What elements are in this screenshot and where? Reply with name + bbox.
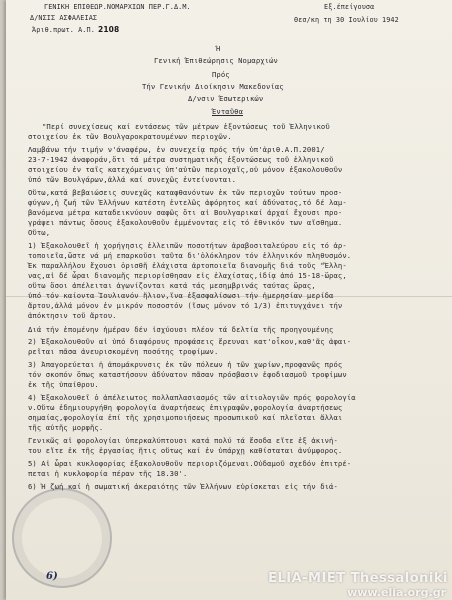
header-institution: ΓΕΝΙΚΗ ΕΠΙΘΕΩΡ.ΝΟΜΑΡΧΙΩΝ ΠΕΡ.Γ.Δ.Μ. [44,3,191,11]
body-line: νας,αἱ δέ ὧραι διανομῆς περιορίσθησαν εἰς ἐλαχίστας,ἰδίᾳ ἀπό 15-18-ὥρας, [28,271,347,280]
body-line: Ἐκ παραλλήλου ἔχουσι ὁρισθῆ ἐλάχιστα ἀρτοποιεῖα διανομῆς διά τοῦς "Ἕλλη- [28,261,347,270]
body-line: 23-7-1942 ἀναφοράν,ὅτι τά μέτρα συστηματικῆς ἐξοντώσεως τοῦ ἑλληνικοῦ [28,155,334,164]
addressing-location: Ένταῦθα [212,107,243,116]
body-line: του εἴτε ἐκ τῆς ἐργασίας ἥτις οὕτως καί ἐν ὑπάρχῃ καθίσταται ἀνύμφορος. [28,446,343,455]
body-line: οὕτω ὅσοι ἀπέλειται ἀγωνίζονται κατά τάς μεσημβρινάς ταύτας ὥρας, [28,281,316,290]
body-line: ἄρτου,ἀλλά μόνον ἐν μικρόν ποσοστόν (ἴσως μόνον τό 1/3) ἐπιτυγχάνει τήν [28,301,343,310]
body-line: Γενικῶς αἱ φορολογίαι ὑπερκαλύπτουσι κατά πολύ τά ἔσοδα εἴτε ἐξ ἀκινή- [28,436,338,445]
body-line: Λαμβάνω τήν τιμήν ν'άναφέρω, ἐν συνεχείᾳ πρός τήν ὑπ'ἀριθ.Α.Π.2001/ [28,145,325,154]
archive-watermark: ELIA-MIET Thessaloniki [268,571,448,586]
addressing-to-name: Τήν Γενικήν Διοίκησιν Μακεδονίας [142,82,284,91]
header-place-date: Θεσ/κη τη 30 Ιουλίου 1942 [294,16,399,24]
addressing-from: Ή [216,44,221,53]
body-line: 5) Αἱ ὧραι κυκλοφορίας ἐξακολουθοῦν περιοριζόμεναι.Οὐδαμοῦ σχεδόν ἐπιτρέ- [28,459,352,468]
addressing-to-dept: Δ/νσιν Έσωτερικών [188,94,264,103]
body-line: "Περί συνεχίσεως καί εντάσεως τῶν μέτρων ἐξοντώσεως τοῦ Ἑλληνικοῦ [42,122,330,131]
body-line: σημαίας,φορολογία ἐπί τῆς χρησιμοποιήσεως προσωπικοῦ καί πλεῖσται ἄλλαι [28,413,343,422]
body-line: ὑπό τόν καίοντα Ἰουλιανόν ἥλιον,ἵνα ἐξασφαλίσωσι τήν ἡμερησίαν μερίδα [28,291,334,300]
body-line: 6) Ἡ ζωή καί ἡ σωματική ἀκεραιότης τῶν Ἑλλήνων εὑρίσκεται εἰς τήν διά- [28,482,338,491]
body-line: Διά τήν ἐπομένην ἡμέραν δέν ἰσχύουσι πλέον τά δελτία τῆς προηγουμένης [28,325,334,334]
body-line: ἀπόκτησιν τοῦ ἄρτου. [28,311,117,320]
body-line: φύγων,ἡ ζωή τῶν Ἑλλήνων κατέστη ἐντελῶς ἀφόρητος καί ἀδύνατος,τό δέ λαμ- [28,198,347,207]
body-line: τοποιεῖα,ὥστε νά μή επαρκοῦσι ταῦτα δι'ὁλόκληρον τόν ἑλληνικόν πληθυσμόν. [28,251,352,260]
body-line: 4) Ἐξακολουθεῖ ὁ ἀπέλειωτος πολλαπλασιασμός τῶν αἰτιολογιῶν πρός φορολογία [28,393,356,402]
header-protocol-number: 2108 [98,25,120,34]
document-page [6,0,452,600]
body-line: ρεῖται πᾶσα ἀνευρισκομένη ποσότης τροφίμων. [28,347,219,356]
body-line: στοιχείου ἐκ τῶν Βουλγαροκρατουμένων περιοχῶν. [28,132,232,141]
body-line: ν.Οὕτω ἐδημιουργήθη φορολογία ἀναρτήσεως ἐπιγραφῶν,φορολογία ἀναρτήσεως [28,403,343,412]
header-protocol-label: Άριθ.πρωτ. Α.Π. [32,26,95,34]
handwritten-margin-note: 6) [46,571,58,582]
body-line: Οὕτω, [28,228,51,237]
header-urgency: Εξ.έπείγουσα [324,3,375,11]
body-line: 2) Ἐξακολουθοῦν αἱ ὑπό διαφόρους προφάσεις ἔρευναι κατ'οἶκον,καθ'ἅς ἀφαι- [28,337,352,346]
addressing-to-word: Πρός [212,70,230,79]
archive-watermark-url: www.elia.org.gr [347,586,446,599]
body-line: ἐκ τῆς ὑπαίθρου. [28,380,99,389]
body-line: τῆς αὐτῆς μορφῆς. [28,423,104,432]
faded-stamp-icon [12,488,112,588]
body-line: Οὕτω,κατά βεβαιώσεις συνεχῶς καταφθανόντων ἐκ τῶν περιοχῶν τούτων προσ- [28,188,343,197]
body-line: πεται ἡ κυκλοφορία πέραν τῆς 18.30'. [28,469,188,478]
body-line: 1) Ἐξακολουθεῖ ἡ χορήγησις ἐλλειπῶν ποσοτήτων ἀραβοσιταλεύρου εἰς τό ἀρ- [28,241,347,250]
body-line: τόν σκοπόν ὅπως καταστήσουν ἀδύνατον πᾶσαν πρόσβασιν ἐφοδιασμοῦ τροφίμων [28,370,347,379]
addressing-from-name: Γενική Έπιθεώρησις Νομαρχιών [154,56,278,65]
body-line: στοιχείου ἐν ταῖς κατεχόμεναις ὑπ'αὐτῶν περιοχαῖς,οὐ μόνον ἐξακολουθοῦν [28,165,343,174]
body-line: ὑπό τῶν Βουλγάρων,ἀλλά καί συνεχῶς ἐντείνονται. [28,175,237,184]
body-line: βανόμενα μέτρα καταδεικνύουν σαφῶς ὅτι αἱ Βουλγαρικαί ἀρχαί ἔχουσι προ- [28,208,343,217]
body-line: γράψει πάντως ὅσους ἐξακολουθοῦν ἐμμένοντας εἰς τό ἐθνικόν των αἴσθημα. [28,218,343,227]
body-line: 3) Ἀπαγορεύεται ἡ ἀπομάκρυνσις ἐκ τῶν πόλεων ἡ τῶν χωρίων,προφανῶς πρός [28,360,343,369]
header-department: Δ/ΝΣΙΣ ΑΣΦΑΛΕΙΑΣ [30,14,98,22]
